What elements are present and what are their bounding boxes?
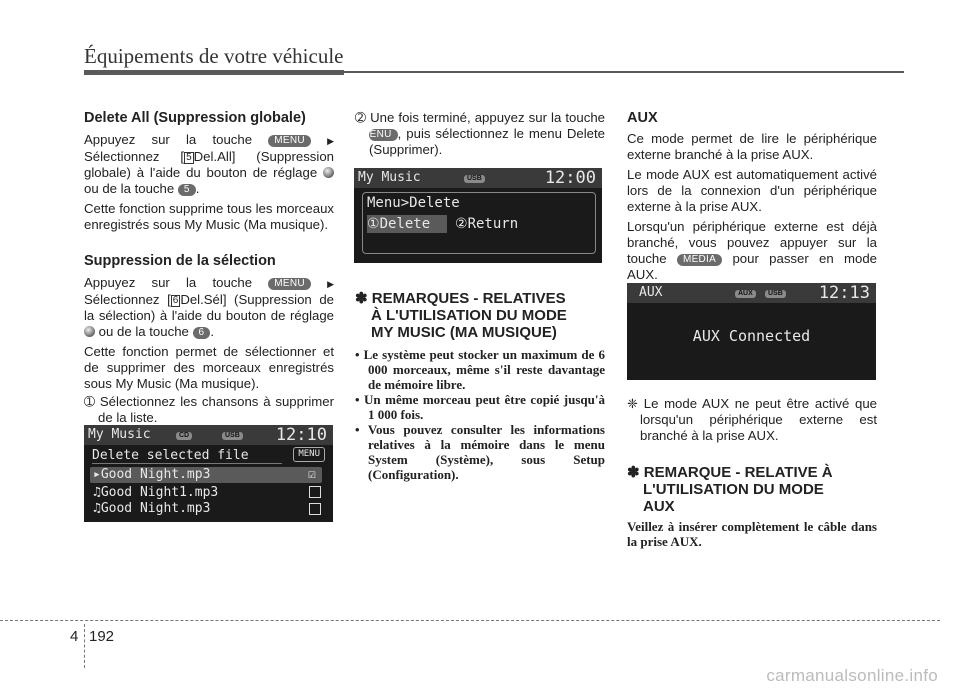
list-item: ♫Good Night.mp3 bbox=[93, 501, 211, 516]
key-5-icon: 5 bbox=[178, 184, 196, 196]
media-key-icon: MEDIA bbox=[677, 254, 722, 266]
usb-badge: USB bbox=[222, 432, 243, 440]
remarks-list bbox=[355, 347, 605, 482]
list-item: • Un même morceau peut être copié jusqu'à 1 000 fois. bbox=[355, 392, 605, 422]
aux-paragraph-3: Lorsqu'un périphérique externe est déjà branché, vous pouvez appuyer sur la touche MEDIA pour passer en mode AUX. bbox=[627, 219, 878, 282]
cd-badge: CD bbox=[176, 432, 192, 440]
watermark: carmanualsonline.info bbox=[766, 666, 938, 685]
page-number: 192 bbox=[89, 628, 115, 645]
selected-row bbox=[90, 467, 322, 483]
list-item: • Le système peut stocker un maximum de 6 000 morceaux, même s'il reste davantage de mémoire libre. bbox=[355, 347, 605, 392]
clock: 12:00 bbox=[544, 168, 596, 188]
delete-all-description: Cette fonction supprime tous les morceaux enregistrés sous My Music (Ma musique). bbox=[84, 201, 334, 232]
arrow-right-icon: ▶ bbox=[327, 136, 334, 146]
remark-aux-text: Veillez à insérer complètement le câble dans la prise AUX. bbox=[627, 519, 877, 549]
menu-option-delete: ①Delete bbox=[367, 215, 447, 233]
screen-status-bar bbox=[627, 283, 876, 303]
screen-title: My Music bbox=[358, 170, 421, 185]
footer-rule bbox=[0, 620, 940, 621]
menu-option-return: ②Return bbox=[455, 216, 519, 232]
header-bar bbox=[84, 70, 344, 75]
clock: 12:10 bbox=[275, 425, 327, 445]
checkbox-icon bbox=[309, 486, 321, 498]
usb-badge: USB bbox=[765, 290, 786, 298]
arrow-right-icon: ▶ bbox=[327, 279, 334, 289]
menu-key-icon: MENU bbox=[369, 129, 398, 141]
remark-aux-heading: ✽ REMARQUE - RELATIVE À L'UTILISATION DU MODE AUX bbox=[627, 464, 833, 515]
popup-menu bbox=[362, 192, 596, 254]
menu-path: Menu>Delete bbox=[367, 195, 460, 211]
number-5-box-icon: 5 bbox=[186, 152, 192, 163]
screen-header: Delete selected file bbox=[92, 448, 282, 464]
footer-divider bbox=[84, 624, 85, 668]
screen-title: My Music bbox=[88, 427, 151, 442]
usb-badge: USB bbox=[464, 175, 485, 183]
step-2: ➁ Une fois terminé, appuyez sur la touche MENU , puis sélectionnez le menu Delete (Supprimer). bbox=[355, 110, 605, 157]
aux-paragraph-1: Ce mode permet de lire le périphérique externe branché à la prise AUX. bbox=[627, 131, 877, 162]
clock: 12:13 bbox=[818, 283, 870, 303]
tune-knob-icon bbox=[84, 326, 95, 337]
list-item: ♫Good Night1.mp3 bbox=[93, 485, 219, 500]
aux-note: ❈ Le mode AUX ne peut être activé que lorsqu'un périphérique externe est branché à la prise AUX. bbox=[627, 396, 877, 443]
column-right-notes bbox=[627, 396, 877, 549]
screen-status-bar bbox=[84, 425, 333, 445]
delete-selection-instructions: Appuyez sur la touche MENU ▶ Sélectionnez [ 6 Del.Sél] (Suppression de la sélection) à l'aide du bouton de réglage ou de la touche 6 . bbox=[84, 275, 334, 339]
chapter-number: 4 bbox=[70, 628, 79, 645]
column-middle bbox=[355, 110, 605, 158]
menu-key-icon: MENU bbox=[268, 135, 311, 147]
number-6-box-icon: 6 bbox=[172, 295, 179, 306]
remarks-heading: ✽ REMARQUES - RELATIVES À L'UTILISATION DU MODE MY MUSIC (MA MUSIQUE) bbox=[355, 290, 567, 341]
list-item: ▸Good Night.mp3 bbox=[93, 467, 211, 482]
step-1: ➀ Sélectionnez les chansons à supprimer de la liste. bbox=[84, 394, 334, 425]
display-screenshot-menu-delete bbox=[354, 168, 602, 263]
header-rule bbox=[344, 71, 904, 73]
section-heading-delete-all: Delete All (Suppression globale) bbox=[84, 110, 306, 126]
screen-title: AUX bbox=[639, 285, 663, 300]
delete-all-instructions: Appuyez sur la touche MENU ▶ Sélectionnez [ 5 Del.All] (Suppression globale) à l'aide du bouton de réglage ou de la touche 5 . bbox=[84, 132, 335, 196]
page-header-title: Équipements de votre véhicule bbox=[84, 44, 344, 68]
section-heading-delete-selection: Suppression de la sélection bbox=[84, 253, 276, 269]
screen-status-bar bbox=[354, 168, 602, 188]
aux-status-message: AUX Connected bbox=[692, 327, 811, 345]
aux-badge: AUX bbox=[735, 290, 756, 298]
menu-key-icon: MENU bbox=[268, 278, 311, 290]
checkbox-checked-icon: ☑ bbox=[308, 467, 316, 482]
remarks-my-music bbox=[355, 290, 605, 482]
tune-knob-icon bbox=[323, 167, 334, 178]
delete-selection-description: Cette fonction permet de sélectionner et de supprimer des morceaux enregistrés sous My Music (Ma musique). bbox=[84, 344, 334, 391]
display-screenshot-delete-selected bbox=[84, 425, 333, 522]
display-screenshot-aux bbox=[627, 283, 876, 380]
column-right bbox=[627, 110, 877, 283]
checkbox-icon bbox=[309, 503, 321, 515]
column-left bbox=[84, 110, 334, 426]
key-6-icon: 6 bbox=[193, 327, 211, 339]
aux-paragraph-2: Le mode AUX est automatiquement activé lors de la connexion d'un périphérique externe à la prise AUX. bbox=[627, 167, 877, 214]
screen-menu-button: MENU bbox=[293, 447, 325, 462]
list-item: • Vous pouvez consulter les informations relatives à la mémoire dans le menu System (Système), sous Setup (Configuration). bbox=[355, 422, 605, 482]
section-heading-aux: AUX bbox=[627, 110, 658, 126]
